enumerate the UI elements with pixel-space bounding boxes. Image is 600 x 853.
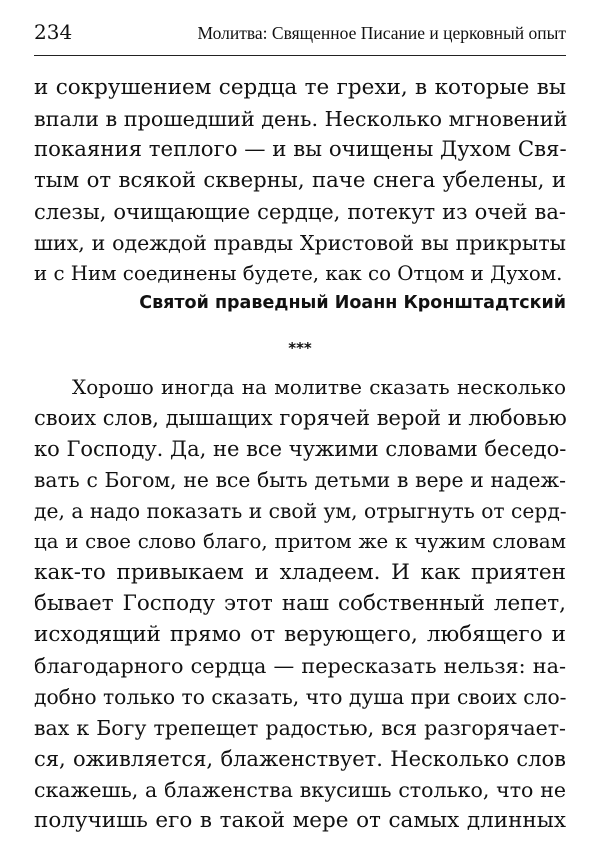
section-separator: *** [288,339,312,357]
text-line: вать с Богом, не все быть детьми в вере и надеж- [34,468,566,492]
quote-attribution: Святой праведный Иоанн Кронштадтский [139,293,566,313]
text-line: исходящий прямо от верующего, любящего и [34,622,566,647]
page-number: 234 [34,20,73,44]
text-line: Хорошо иногда на молитве сказать несколько [72,375,566,399]
text-line: своих слов, дышащих горячей верой и любовью [34,406,567,430]
text-line: ко Господу. Да, не все чужими словами беседо- [34,437,567,461]
text-line: благодарного сердца — пересказать нельзя: на- [34,654,566,678]
text-line: получишь его в такой мере от самых длинных [34,808,566,833]
running-title: Молитва: Священное Писание и церковный опыт [197,23,566,43]
text-line: добно только то сказать, что душа при своих сло- [34,685,567,709]
text-line: как-то привыкаем и хладеем. И как приятен [34,560,566,585]
text-line: скажешь, а блаженства вкусишь столько, что не [34,778,566,802]
text-line: вах к Богу трепещет радостью, вся разгорячает- [34,716,566,740]
text-line: слезы, очищающие сердце, потекут из очей ва- [34,200,566,224]
text-line: ших, и одеждой правды Христовой вы прикрыты [34,231,566,255]
text-line: и с Ним соединены будете, как со Отцом и Духом. [34,262,563,285]
text-line: покаяния теплого — и вы очищены Духом Свя- [34,137,567,162]
text-line: де, а надо показать и свой ум, отрыгнуть от серд- [34,499,567,523]
text-line: тым от всякой скверны, паче снега убелены, и [34,168,566,193]
text-line: и сокрушением сердца те грехи, в которые вы [34,75,566,100]
running-header [34,18,566,46]
text-line: впали в прошедший день. Несколько мгновений [34,107,568,131]
text-line: ца и свое слово благо, притом же к чужим словам [34,530,566,553]
header-rule [34,55,566,56]
text-line: бывает Господу этот наш собственный лепет, [34,591,566,616]
text-line: ся, оживляется, блаженствует. Несколько слов [34,747,566,771]
